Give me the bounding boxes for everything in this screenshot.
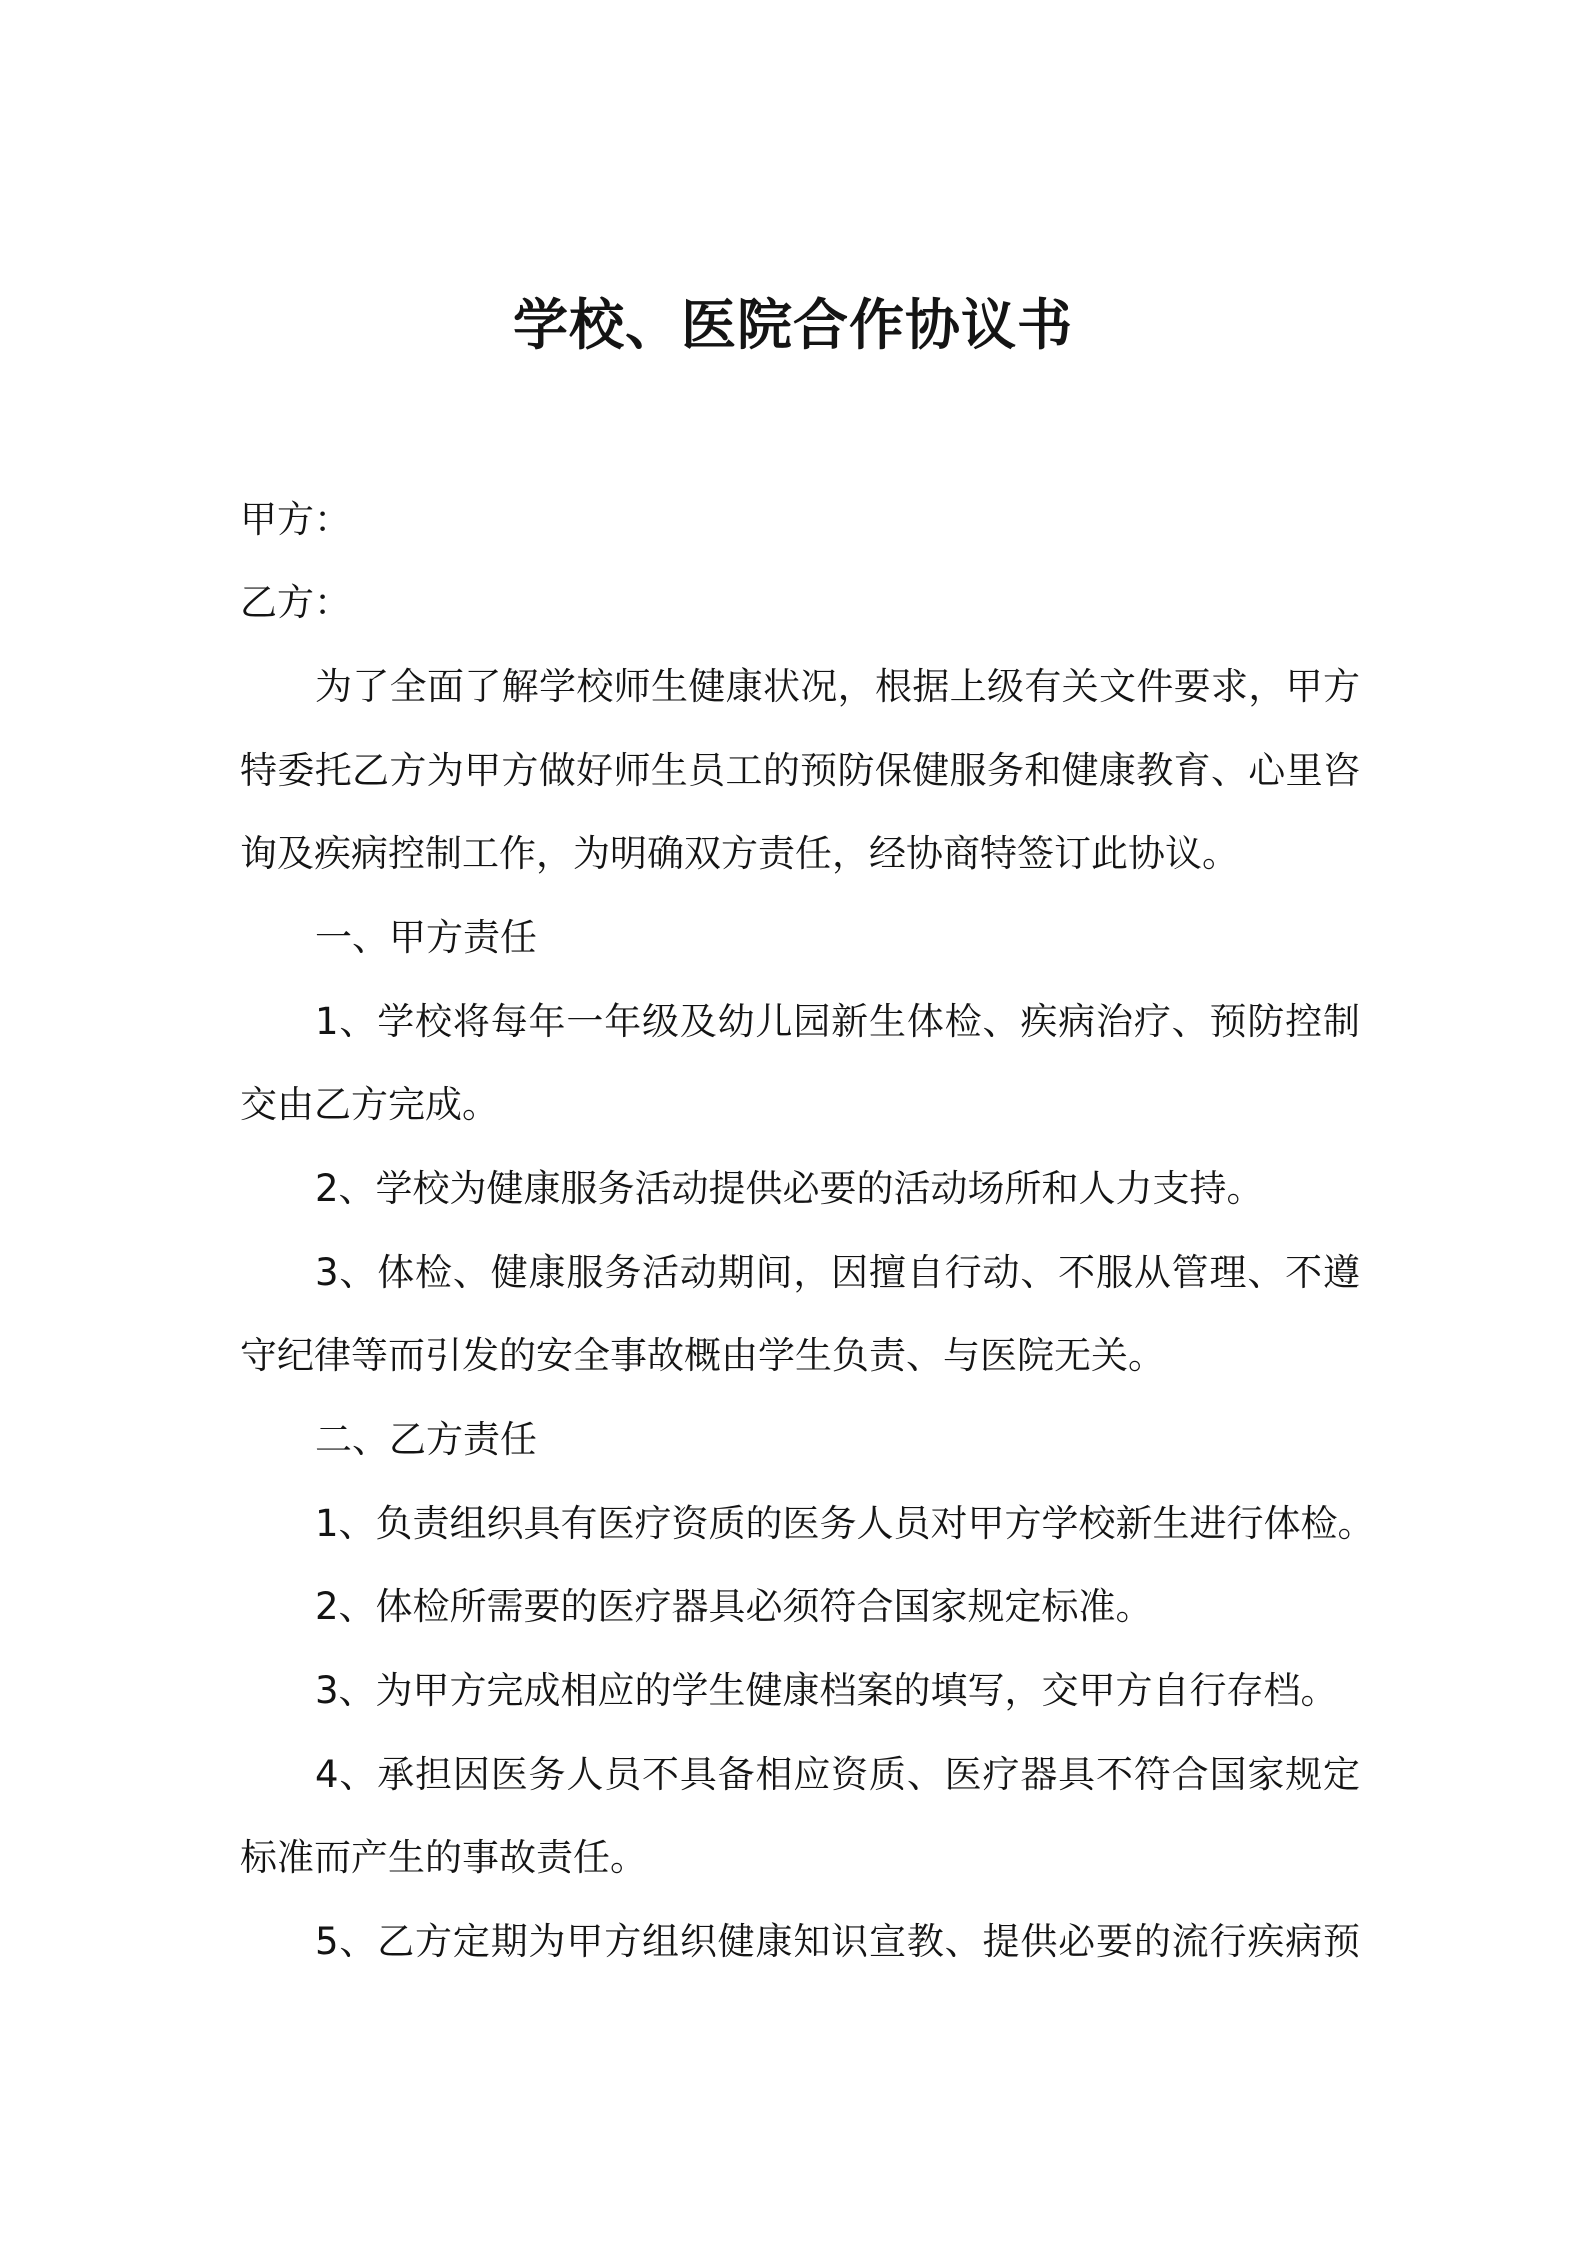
document-title: 学校、医院合作协议书 xyxy=(512,293,1073,357)
section2-item4-line1: 4、承担因医务人员不具备相应资质、医疗器具不符合国家规定 xyxy=(315,1753,1360,1796)
section2-item3: 3、为甲方完成相应的学生健康档案的填写，交甲方自行存档。 xyxy=(315,1669,1338,1712)
party-a-label: 甲方： xyxy=(240,498,351,541)
section2-item4-line2: 标准而产生的事故责任。 xyxy=(240,1836,647,1879)
section1-item3-line1: 3、体检、健康服务活动期间，因擅自行动、不服从管理、不遵 xyxy=(315,1251,1360,1294)
intro-line-2: 特委托乙方为甲方做好师生员工的预防保健服务和健康教育、心里咨 xyxy=(240,749,1360,792)
intro-line-1: 为了全面了解学校师生健康状况，根据上级有关文件要求，甲方 xyxy=(315,665,1360,708)
section1-item1-line1: 1、学校将每年一年级及幼儿园新生体检、疾病治疗、预防控制 xyxy=(315,1000,1360,1043)
section1-heading: 一、甲方责任 xyxy=(315,916,537,959)
section1-item2: 2、学校为健康服务活动提供必要的活动场所和人力支持。 xyxy=(315,1167,1264,1210)
intro-line-3: 询及疾病控制工作，为明确双方责任，经协商特签订此协议。 xyxy=(240,832,1239,875)
section1-item1-line2: 交由乙方完成。 xyxy=(240,1083,499,1126)
party-b-label: 乙方： xyxy=(240,581,351,624)
section2-heading: 二、乙方责任 xyxy=(315,1418,537,1461)
section2-item1: 1、负责组织具有医疗资质的医务人员对甲方学校新生进行体检。 xyxy=(315,1502,1375,1545)
section2-item5-line1: 5、乙方定期为甲方组织健康知识宣教、提供必要的流行疾病预 xyxy=(315,1920,1360,1963)
section1-item3-line2: 守纪律等而引发的安全事故概由学生负责、与医院无关。 xyxy=(240,1334,1165,1377)
section2-item2: 2、体检所需要的医疗器具必须符合国家规定标准。 xyxy=(315,1585,1153,1628)
